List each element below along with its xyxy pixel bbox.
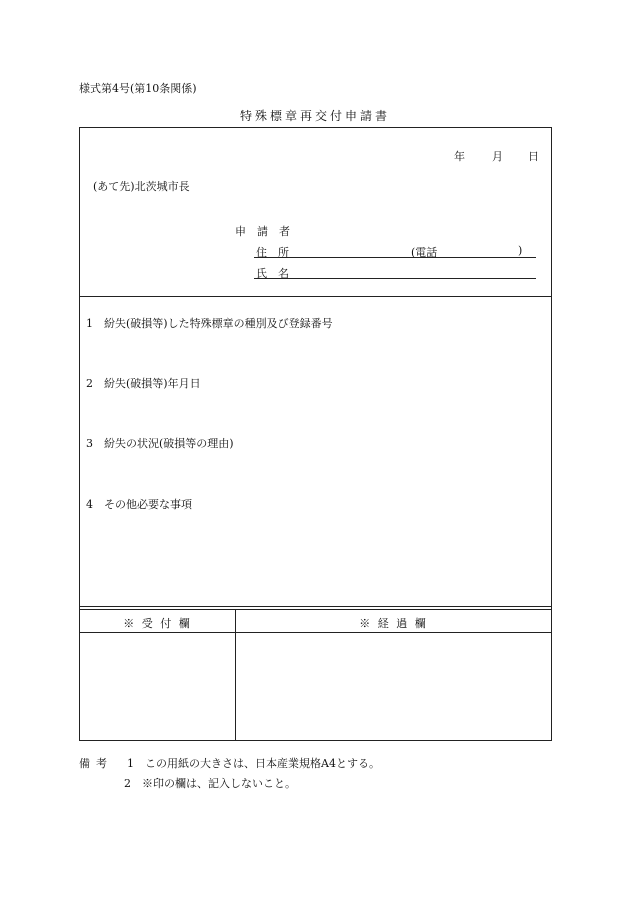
- item-loss-circumstances: [86, 435, 234, 451]
- item-text: その他必要な事項: [104, 498, 192, 511]
- address-underline: [254, 257, 536, 258]
- remarks-line-1: [79, 755, 380, 771]
- date-year-label: 年: [454, 150, 465, 163]
- item-number: 2: [86, 377, 93, 390]
- name-label: 氏 名: [256, 267, 289, 280]
- date-day-label: 日: [528, 150, 539, 163]
- remark-text: この用紙の大きさは、日本産業規格A4とする。: [145, 757, 380, 770]
- item-number: 1: [86, 317, 93, 330]
- remark-number: 2: [124, 777, 131, 790]
- item-lost-date: [86, 375, 201, 391]
- item-text: 紛失(破損等)した特殊標章の種別及び登録番号: [104, 317, 333, 330]
- header-divider: [80, 296, 551, 297]
- addressee: (あて先)北茨城市長: [93, 180, 190, 193]
- item-other-matters: [86, 496, 192, 512]
- progress-column-header: ※ 経 過 欄: [359, 617, 428, 630]
- column-header-divider: [80, 632, 551, 633]
- remark-number: 1: [127, 757, 134, 770]
- item-text: 紛失(破損等)年月日: [104, 377, 201, 390]
- remarks-label: 備考: [79, 757, 113, 770]
- name-underline: [254, 278, 536, 279]
- applicant-label: 申 請 者: [235, 225, 290, 238]
- form-number: 様式第4号(第10条関係): [79, 82, 197, 95]
- item-text: 紛失の状況(破損等の理由): [104, 437, 234, 450]
- item-number: 4: [86, 498, 93, 511]
- address-label: 住 所: [256, 246, 289, 259]
- phone-close: ): [518, 244, 523, 257]
- phone-label: (電話: [411, 246, 438, 259]
- reception-column-header: ※ 受 付 欄: [123, 617, 192, 630]
- item-lost-mark-type: [86, 315, 333, 331]
- section-divider-upper: [80, 606, 551, 607]
- document-title: 特殊標章再交付申請書: [239, 109, 390, 123]
- date-month-label: 月: [492, 150, 503, 163]
- application-form: [79, 127, 552, 741]
- remark-text: ※印の欄は、記入しないこと。: [142, 777, 296, 790]
- section-divider-lower: [80, 609, 551, 610]
- item-number: 3: [86, 437, 93, 450]
- remarks-line-2: [124, 775, 296, 791]
